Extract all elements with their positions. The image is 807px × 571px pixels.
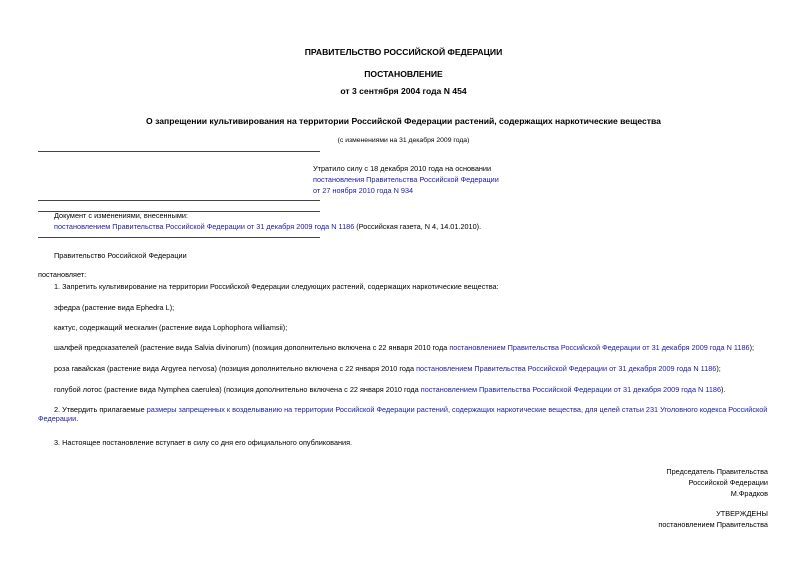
- amending-decree-link[interactable]: постановлением Правительства Российской Федерации от 31 декабря 2009 года N 1186: [449, 343, 750, 352]
- revision-note: (с изменениями на 31 декабря 2009 года): [337, 137, 470, 144]
- paragraph-1: 1. Запретить культивирование на территории Российской Федерации следующих растений, содержащих наркотические вещества:: [54, 282, 499, 291]
- item-text: роза гавайская (растение вида Argyrea nervosa) (позиция дополнительно включена с 22 января 2010 года: [54, 364, 417, 373]
- plant-item-ephedra: эфедра (растение вида Ephedra L);: [54, 303, 175, 312]
- divider: [38, 200, 320, 201]
- document-title: О запрещении культивирования на территории Российской Федерации растений, содержащих наркотические вещества: [146, 116, 661, 126]
- publication-source: (Российская газета, N 4, 14.01.2010).: [354, 222, 482, 231]
- plant-item-cactus: кактус, содержащий мескалин (растение вида Lophophora williamsii);: [54, 323, 288, 332]
- changes-line: [54, 222, 481, 231]
- government-line: Правительство Российской Федерации: [54, 251, 187, 260]
- item-text: голубой лотос (растение вида Nymphea caerulea) (позиция дополнительно включена с 22 января 2010 года: [54, 385, 421, 394]
- item-end: );: [716, 364, 721, 373]
- repeal-decree-link[interactable]: постановления Правительства Российской Федерации: [313, 175, 499, 184]
- p2-end: .: [76, 414, 79, 424]
- item-end: ).: [721, 385, 726, 394]
- document-date: от 3 сентября 2004 года N 454: [340, 86, 467, 96]
- changes-label: Документ с изменениями, внесенными:: [54, 211, 188, 220]
- item-text: шалфей предсказателей (растение вида Salvia divinorum) (позиция дополнительно включена с 22 января 2010 года: [54, 343, 450, 352]
- plant-item-nymphea: [54, 385, 726, 394]
- plant-item-salvia: [54, 343, 754, 352]
- approved-heading: УТВЕРЖДЕНЫ: [716, 509, 768, 518]
- approved-by: постановлением Правительства: [658, 520, 768, 529]
- document-type: ПОСТАНОВЛЕНИЕ: [364, 69, 443, 79]
- repeal-decree-date-link[interactable]: от 27 ноября 2010 года N 934: [313, 186, 414, 195]
- paragraph-2: [38, 405, 772, 423]
- p2-text: 2. Утвердить прилагаемые: [54, 405, 147, 414]
- government-heading: ПРАВИТЕЛЬСТВО РОССИЙСКОЙ ФЕДЕРАЦИИ: [304, 47, 503, 57]
- sizes-annex-link[interactable]: размеры запрещенных к возделыванию на территории Российской Федерации растений, содержащих наркотические вещества, для целей статьи 231 Уголовного кодекса Российской Федерации: [38, 405, 768, 424]
- signature-role-country: Российской Федерации: [688, 478, 768, 487]
- divider: [38, 151, 320, 152]
- signature-name: М.Фрадков: [730, 489, 768, 498]
- divider: [38, 237, 320, 238]
- decrees-word: постановляет:: [38, 270, 87, 279]
- signature-role: Председатель Правительства: [666, 467, 768, 476]
- amending-decree-link[interactable]: постановлением Правительства Российской Федерации от 31 декабря 2009 года N 1186: [416, 364, 717, 373]
- item-end: );: [749, 343, 755, 352]
- amending-decree-link[interactable]: постановлением Правительства Российской Федерации от 31 декабря 2009 года N 1186: [54, 222, 355, 231]
- paragraph-3: 3. Настоящее постановление вступает в силу со дня его официального опубликования.: [54, 438, 353, 447]
- repeal-notice: Утратило силу с 18 декабря 2010 года на основании: [313, 164, 492, 173]
- amending-decree-link[interactable]: постановлением Правительства Российской Федерации от 31 декабря 2009 года N 1186: [420, 385, 722, 394]
- plant-item-argyrea: [54, 364, 721, 373]
